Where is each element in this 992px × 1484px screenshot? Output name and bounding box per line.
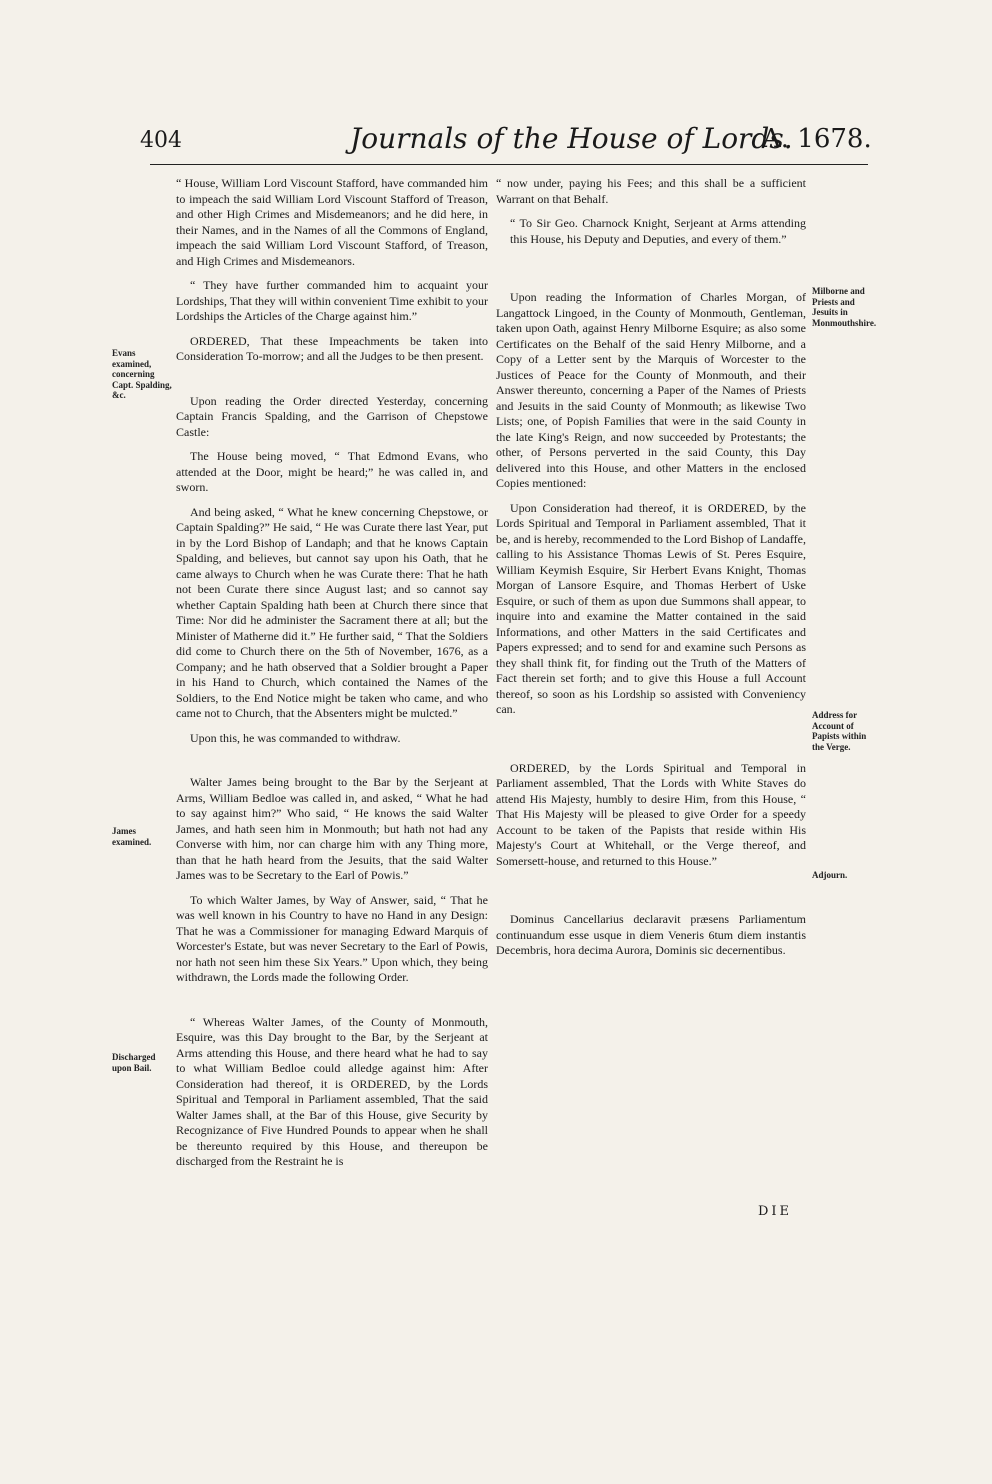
running-title: Journals of the House of Lords. [350, 122, 793, 155]
catchword: DIE [758, 1204, 793, 1219]
paragraph: “ Whereas Walter James, of the County of Monmouth, Esquire, was this Day brought to the Bar, by the Serjeant at Arms attending this House, and there heard what he had to say to what William Bedloe could alledge against him: After Consideration had thereof, it is ORDERED, by the Lords Spiritual and Temporal in Parliament assembled, That the said Walter James shall, at the Bar of this House, give Security by Recognizance of Five Hundred Pounds to appear when he shall be thereunto required by this House, and thereupon be discharged from the Restraint he is [176, 1014, 488, 1168]
paragraph: “ They have further commanded him to acquaint your Lordships, That they will within convenient Time exhibit to your Lordships the Articles of the Charge against him.” [176, 278, 488, 323]
paragraph: To which Walter James, by Way of Answer, said, “ That he was well known in his Country to have no Hand in any Design: That he was a Commissioner for managing Edward Marquis of Worcester's Estate, but was never Secretary to the Earl of Powis, nor hath not seen him these Six Years.” Upon which, they being withdrawn, the Lords made the following Order. [176, 892, 488, 984]
paragraph: “ now under, paying his Fees; and this shall be a sufficient Warrant on that Behalf. [496, 176, 806, 206]
right-column [496, 176, 806, 968]
paragraph: ORDERED, That these Impeachments be taken into Consideration To-morrow; and all the Judges to be then present. [176, 333, 488, 363]
paragraph: And being asked, “ What he knew concerning Chepstowe, or Captain Spalding?” He said, “ He was Curate there last Year, put in by the Lord Bishop of Landaph; and that he knows Captain Spalding, and believes, but cannot say upon his Oath, that he came always to Church when he was Curate there: That he hath not been Curate there since August last; and so cannot say whether Captain Spalding hath been at Church there since that Time: Nor did he administer the Sacrament there at all; but the Minister of Matherne did it.” He further said, “ That the Soldiers did come to Church there on the 5th of November, 1676, as a Company; and he hath observed that a Soldier brought a Paper in his Hand to Church, which contained the Names of the Soldiers, to the End Notice might be taken who came, and who came not to Church, that the Absenters might be mulcted.” [176, 504, 488, 720]
paragraph: Upon reading the Order directed Yesterday, concerning Captain Francis Spalding, and the Garrison of Chepstowe Castle: [176, 393, 488, 439]
margin-note-address: Address for Account of Papists within the Verge. [812, 710, 867, 752]
page-number: 404 [140, 128, 182, 153]
paragraph: Upon this, he was commanded to withdraw. [190, 730, 401, 745]
paragraph: Upon Consideration had thereof, it is ORDERED, by the Lords Spiritual and Temporal in Parliament assembled, That it be, and is hereby, recommended to the Lord Bishop of Landaffe, calling to his Assistance Thomas Lewis of St. Peres Esquire, William Keymish Esquire, Sir Herbert Evans Knight, Thomas Morgan of Lansore Esquire, and Thomas Herbert of Uske Esquire, or such of them as upon due Summons shall appear, to inquire into and examine the Matter contained in the said Informations, and other Matters in the said Certificates and Papers expressed; and to send for and examine such Persons as they shall think fit, for finding out the Truth of the Matters of Fact therein set forth; and to give this House a full Account thereof, so soon as his Lordship so assisted with Conveniency can. [496, 500, 806, 716]
margin-note-milborne: Milborne and Priests and Jesuits in Monmouthshire. [812, 286, 877, 328]
margin-note-adjourn: Adjourn. [812, 870, 848, 880]
margin-note-discharged: Discharged upon Bail. [112, 1052, 156, 1073]
paragraph: “ To Sir Geo. Charnock Knight, Serjeant at Arms attending this House, his Deputy and Deputies, and every of them.” [510, 216, 806, 246]
left-column [176, 176, 488, 1179]
margin-note-evans: Evans examined, concerning Capt. Spalding, &c. [112, 348, 172, 400]
paragraph: Dominus Cancellarius declaravit præsens Parliamentum continuandum esse usque in diem Veneris 6tum diem instantis Decembris, hora decima Aurora, Dominis sic decernentibus. [496, 912, 806, 957]
paragraph: ORDERED, by the Lords Spiritual and Temporal in Parliament assembled, That the Lords with White Staves do attend His Majesty, humbly to desire Him, from this House, “ That His Majesty will be pleased to give Order for a speedy Account to be taken of the Papists that reside within His Majesty's Court at Whitehall, or the Verge thereof, and Somersett-house, and returned to this House.” [496, 760, 806, 868]
paragraph: The House being moved, “ That Edmond Evans, who attended at the Door, might be heard;” he was called in, and sworn. [176, 449, 488, 494]
paragraph: Upon reading the Information of Charles Morgan, of Langattock Lingoed, in the County of Monmouth, Gentleman, taken upon Oath, against Henry Milborne Esquire; as also some Certificates on the Behalf of the said Henry Milborne, and a Copy of a Letter sent by the Marquis of Worcester to the Justices of Peace for the County of Monmouth, and their Answer thereunto, concerning a Paper of the Names of Priests and Jesuits in the said County of Monmouth; as likewise Two Lists; one, of Popish Families that were in the said County in the late King's Reign, and now succeeded by Protestants; the other, of Persons perverted in the said County, this Day delivered into this House, and other Matters in the enclosed Copies mentioned: [496, 290, 806, 490]
header-rule [150, 164, 868, 165]
paragraph: Walter James being brought to the Bar by the Serjeant at Arms, William Bedloe was called in, and asked, “ What he had to say against him?” Who said, “ He knows the said Walter James, and hath seen him in Monmouth; but hath not had any Converse with him, nor can charge him with any Thing more, than that he hath heard from the Jesuits, that the said Walter James was to be Secretary to the Earl of Powis.” [176, 775, 488, 882]
paragraph: “ House, William Lord Viscount Stafford, have commanded him to impeach the said William Lord Viscount Stafford of Treason, and other High Crimes and Misdemeanors; and he did here, in their Names, and in the Names of all the Commons of England, impeach the said William Lord Viscount Stafford, of Treason, and High Crimes and Misdemeanors. [176, 176, 488, 268]
margin-note-james: James examined. [112, 826, 152, 847]
running-year: A. 1678. [762, 124, 872, 154]
